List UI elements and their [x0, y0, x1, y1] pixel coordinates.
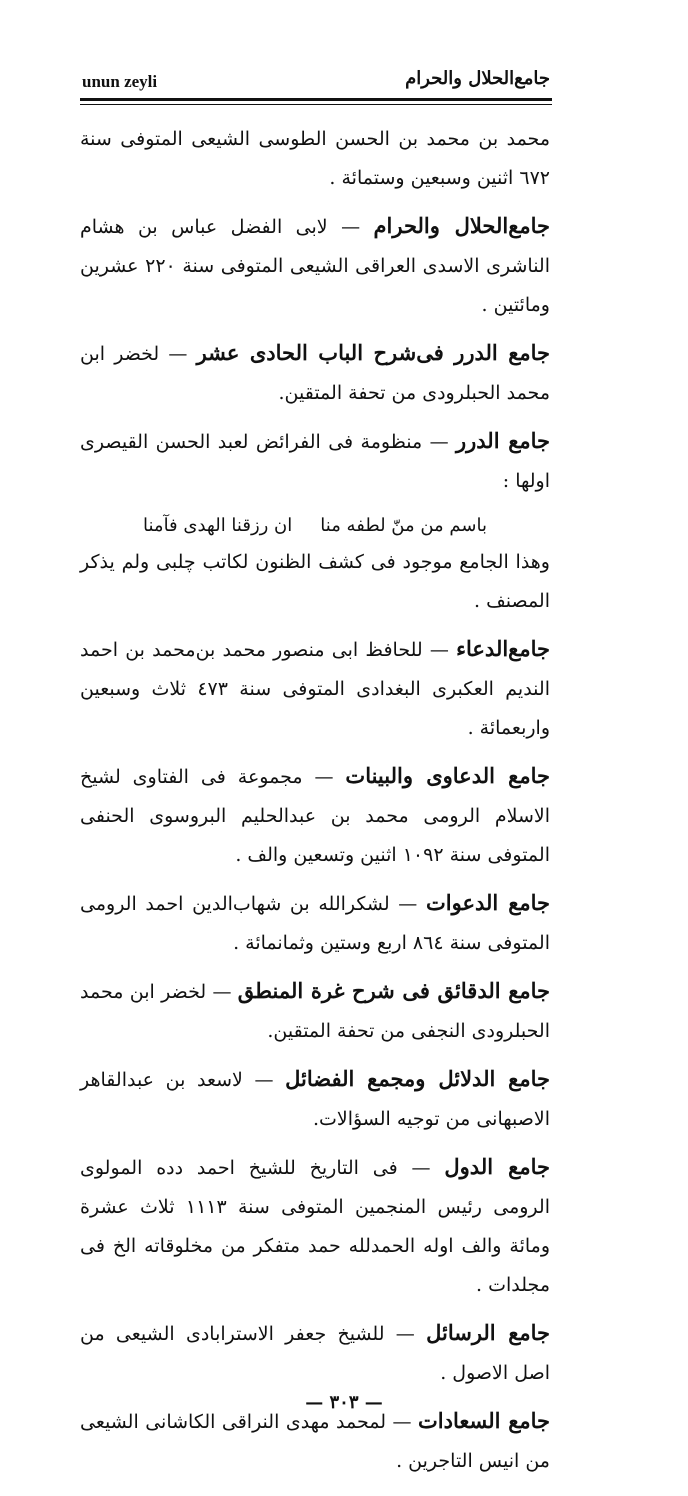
entry-title: جامع الرسائل — [426, 1320, 551, 1345]
header-rule-thin — [80, 104, 552, 105]
bibliography-entry — [80, 421, 550, 501]
verse-line — [80, 509, 550, 543]
page-number: — ٣٠٣ — — [305, 1392, 383, 1413]
bibliography-entry — [80, 543, 550, 621]
entry-body: — للشيخ جعفر الاسترابادى الشيعى من اصل الاصول . — [80, 1323, 550, 1384]
entries-list — [80, 120, 550, 1489]
header-left-text: unun zeyli — [82, 72, 158, 91]
entry-body: — لشكرالله بن شهاب‌الدين احمد الرومى المتوفى سنة ٨٦٤ اربع وستين وثمانمائة . — [80, 893, 550, 954]
entry-body: وهذا الجامع موجود فى كشف الظنون لكاتب چلبى ولم يذكر المصنف . — [80, 551, 550, 612]
entry-body: — مجموعة فى الفتاوى لشيخ الاسلام الرومى محمد بن عبدالحليم البروسوى الحنفى المتوفى سنة ١٠٩٢ اثنين وتسعين والف . — [80, 766, 550, 866]
entry-title: جامع الدقائق فى شرح غرة المنطق — [237, 978, 550, 1003]
bibliography-entry — [80, 756, 550, 875]
entry-body: — للحافظ ابى منصور محمد بن‌محمد بن احمد النديم العكبرى البغدادى المتوفى سنة ٤٧٣ ثلاث وسبعين واربعمائة . — [80, 639, 550, 739]
entry-title: جامع الدرر فى‌شرح الباب الحادى عشر — [196, 340, 550, 365]
bibliography-entry — [80, 971, 550, 1051]
bibliography-entry — [80, 333, 550, 413]
verse-hemistich: باسم من منّ لطفه منا — [320, 515, 487, 536]
bibliography-entry — [80, 883, 550, 963]
entry-title: جامع الدلائل ومجمع الفضائل — [285, 1066, 550, 1091]
entry-body: — لخضر ابن محمد الحبلرودى من تحفة المتقين. — [80, 343, 550, 404]
entry-title: جامع الدرر — [456, 428, 551, 453]
entry-body: — فى التاريخ للشيخ احمد دده المولوى الرومى رئيس المنجمين المتوفى سنة ١١١٣ ثلاث عشرة ومائة والف اوله الحمدلله حمد متفكر من مخلوقاته الخ فى مجلدات . — [80, 1157, 550, 1296]
bibliography-entry — [80, 206, 550, 325]
entry-title: جامع‌الدعاء — [456, 636, 550, 661]
bibliography-entry — [80, 1313, 550, 1393]
entry-title: جامع‌الحلال والحرام — [373, 213, 551, 238]
entry-title: جامع الدعوات — [426, 890, 551, 915]
entry-body: — لاسعد بن عبدالقاهر الاصبهانى من توجيه السؤالات. — [80, 1069, 550, 1130]
entry-body: — لابى الفضل عباس بن هشام الناشرى الاسدى العراقى الشيعى المتوفى سنة ٢٢٠ عشرين ومائتين . — [80, 216, 550, 316]
bibliography-entry — [80, 1147, 550, 1305]
bibliography-entry — [80, 1059, 550, 1139]
bibliography-entry — [80, 1401, 550, 1481]
running-header — [82, 68, 550, 94]
entry-body: محمد بن محمد بن الحسن الطوسى الشيعى المتوفى سنة ٦٧٢ اثنين وسبعين وستمائة . — [80, 128, 550, 189]
entry-body: — منظومة فى الفرائض لعبد الحسن القيصرى اولها : — [80, 431, 550, 492]
entry-body: — لخضر ابن محمد الحبلرودى النجفى من تحفة المتقين. — [80, 981, 550, 1042]
verse-hemistich: ان رزقنا الهدى فآمنا — [143, 515, 293, 536]
entry-title: جامع الدعاوى والبينات — [345, 763, 550, 788]
bibliography-entry — [80, 629, 550, 748]
header-right-title: جامع‌الحلال والحرام — [405, 68, 550, 89]
entry-title: جامع السعادات — [418, 1408, 550, 1433]
bibliography-entry — [80, 120, 550, 198]
entry-body: — لمحمد مهدى النراقى الكاشانى الشيعى من انيس التاجرين . — [80, 1411, 550, 1472]
header-rule-thick — [80, 98, 552, 101]
entry-title: جامع الدول — [444, 1154, 550, 1179]
